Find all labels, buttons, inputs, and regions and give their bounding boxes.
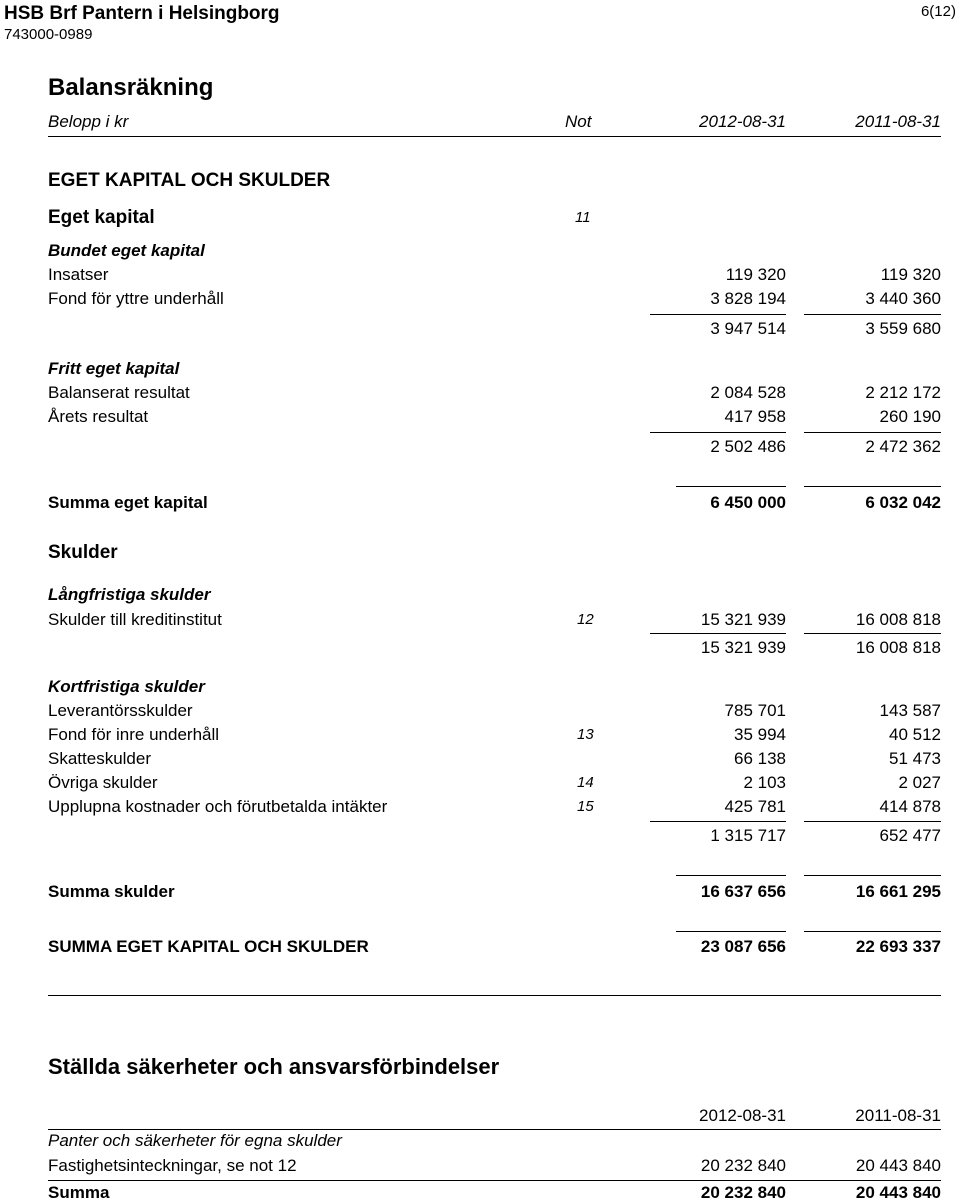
total-rule — [804, 486, 941, 487]
org-number: 743000-0989 — [4, 26, 93, 43]
row-value-year2: 119 320 — [880, 265, 941, 284]
section-divider — [48, 995, 941, 996]
row-label: Fond för yttre underhåll — [48, 289, 224, 308]
row-value-year1: 15 321 939 — [700, 610, 786, 629]
year1-column-header: 2012-08-31 — [699, 112, 786, 131]
row-label: Leverantörsskulder — [48, 701, 193, 720]
section-title: EGET KAPITAL OCH SKULDER — [48, 170, 331, 191]
page-number: 6(12) — [920, 3, 956, 20]
equity-total-year1: 6 450 000 — [710, 493, 786, 512]
restricted-equity-heading: Bundet eget kapital — [48, 241, 205, 260]
subtotal-year1: 1 315 717 — [710, 826, 786, 845]
row-value-year2: 3 440 360 — [865, 289, 941, 308]
total-rule — [804, 875, 941, 876]
liabilities-total-year1: 16 637 656 — [700, 882, 786, 901]
equity-total-year2: 6 032 042 — [865, 493, 941, 512]
subtotal-rule — [804, 633, 941, 634]
pledged-subheading: Panter och säkerheter för egna skulder — [48, 1131, 342, 1150]
year2-column-header: 2011-08-31 — [855, 112, 941, 131]
subtotal-year2: 16 008 818 — [855, 638, 941, 657]
row-note: 14 — [577, 774, 594, 791]
row-value-year1: 425 781 — [724, 797, 786, 816]
subtotal-year1: 2 502 486 — [710, 437, 786, 456]
row-value-year2: 16 008 818 — [855, 610, 941, 629]
row-value-year2: 40 512 — [889, 725, 941, 744]
subtotal-year2: 652 477 — [879, 826, 941, 845]
subtotal-year1: 15 321 939 — [700, 638, 786, 657]
subtotal-rule — [650, 314, 786, 315]
subtotal-rule — [650, 633, 786, 634]
amount-label: Belopp i kr — [48, 112, 129, 131]
row-label: Balanserat resultat — [48, 383, 190, 402]
page-title: Balansräkning — [48, 74, 214, 101]
pledged-total-year2: 20 443 840 — [855, 1183, 941, 1202]
grand-total-rule — [804, 931, 941, 932]
long-term-heading: Långfristiga skulder — [48, 585, 211, 604]
row-label: Insatser — [48, 265, 109, 284]
row-note: 13 — [577, 726, 594, 743]
pledged-total-rule — [48, 1180, 941, 1181]
unrestricted-equity-heading: Fritt eget kapital — [48, 359, 180, 378]
pledged-year1-header: 2012-08-31 — [699, 1106, 786, 1125]
row-label: Årets resultat — [48, 407, 149, 426]
subtotal-rule — [804, 432, 941, 433]
row-value-year1: 35 994 — [734, 725, 786, 744]
pledged-year2-header: 2011-08-31 — [855, 1106, 941, 1125]
total-rule — [676, 875, 786, 876]
subtotal-rule — [650, 821, 786, 822]
liabilities-total-label: Summa skulder — [48, 882, 175, 901]
row-value-year2: 143 587 — [879, 701, 941, 720]
row-value-year2: 260 190 — [879, 407, 941, 426]
total-rule — [676, 486, 786, 487]
grand-total-year1: 23 087 656 — [700, 937, 786, 956]
subtotal-year2: 2 472 362 — [865, 437, 941, 456]
row-note: 12 — [577, 611, 594, 628]
row-value-year2: 2 212 172 — [865, 383, 941, 402]
pledged-total-year1: 20 232 840 — [700, 1183, 786, 1202]
equity-note: 11 — [575, 209, 591, 226]
row-label: Fastighetsinteckningar, se not 12 — [48, 1156, 297, 1175]
grand-total-label: SUMMA EGET KAPITAL OCH SKULDER — [48, 937, 369, 956]
pledged-total-label: Summa — [48, 1183, 110, 1202]
subtotal-year2: 3 559 680 — [865, 319, 941, 338]
org-name: HSB Brf Pantern i Helsingborg — [4, 3, 280, 24]
pledged-title: Ställda säkerheter och ansvarsförbindelser — [48, 1054, 500, 1079]
row-value-year1: 66 138 — [734, 749, 786, 768]
row-value-year1: 785 701 — [724, 701, 786, 720]
header-rule — [48, 136, 941, 137]
subtotal-rule — [804, 314, 941, 315]
row-label: Skulder till kreditinstitut — [48, 610, 222, 629]
row-value-year2: 20 443 840 — [855, 1156, 941, 1175]
row-value-year1: 3 828 194 — [710, 289, 786, 308]
row-value-year1: 417 958 — [724, 407, 786, 426]
subtotal-rule — [804, 821, 941, 822]
row-value-year2: 2 027 — [898, 773, 941, 792]
row-label: Övriga skulder — [48, 773, 158, 792]
row-value-year1: 20 232 840 — [700, 1156, 786, 1175]
liabilities-total-year2: 16 661 295 — [855, 882, 941, 901]
row-value-year2: 51 473 — [889, 749, 941, 768]
subtotal-year1: 3 947 514 — [710, 319, 786, 338]
row-value-year1: 119 320 — [725, 265, 786, 284]
row-label: Skatteskulder — [48, 749, 151, 768]
grand-total-year2: 22 693 337 — [855, 937, 941, 956]
subtotal-rule — [650, 432, 786, 433]
row-label: Fond för inre underhåll — [48, 725, 220, 744]
liabilities-heading: Skulder — [48, 542, 118, 563]
row-label: Upplupna kostnader och förutbetalda intäkter — [48, 797, 388, 816]
equity-total-label: Summa eget kapital — [48, 493, 208, 512]
row-value-year2: 414 878 — [879, 797, 941, 816]
row-value-year1: 2 084 528 — [710, 383, 786, 402]
grand-total-rule — [676, 931, 786, 932]
row-value-year1: 2 103 — [743, 773, 786, 792]
row-note: 15 — [577, 798, 594, 815]
pledged-header-rule — [48, 1129, 941, 1130]
note-column-header: Not — [565, 112, 592, 131]
equity-heading: Eget kapital — [48, 207, 155, 228]
short-term-heading: Kortfristiga skulder — [48, 677, 205, 696]
